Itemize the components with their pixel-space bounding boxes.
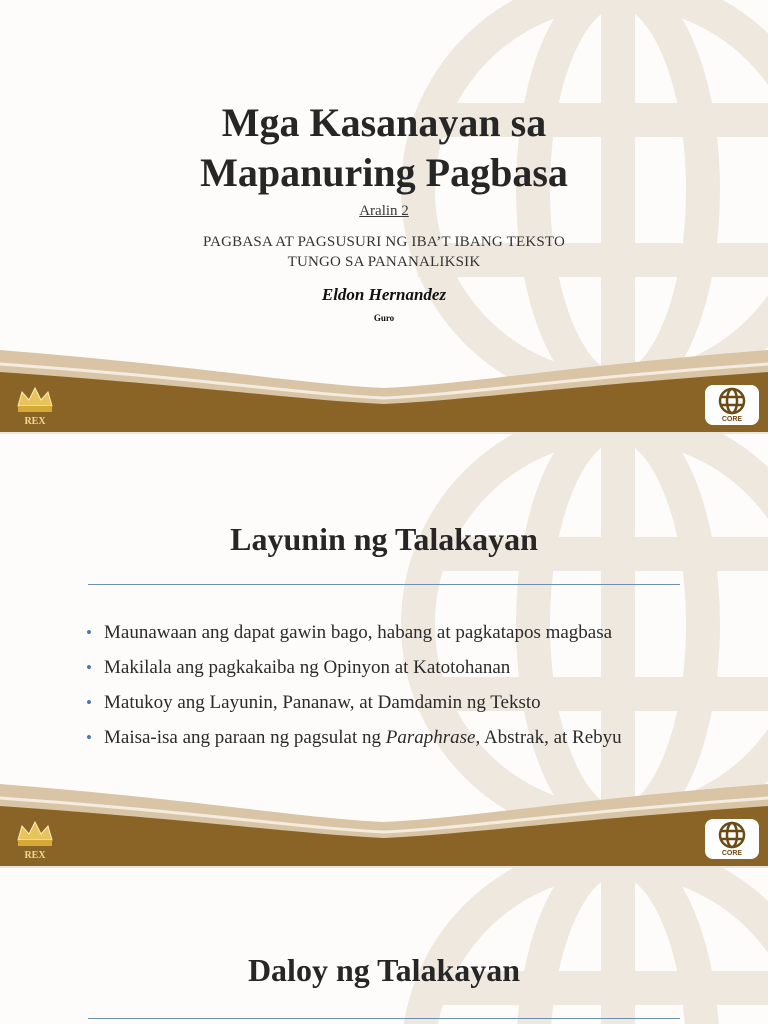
subtitle-line-2: TUNGO SA PANANALIKSIK: [287, 254, 481, 270]
list-item: • Matukoy ang Layunin, Pananaw, at Damdamin ng Teksto: [86, 692, 541, 713]
list-item: • Maisa-isa ang paraan ng pagsulat ng Paraphrase, Abstrak, at Rebyu: [86, 727, 622, 748]
crown-logo-icon: [12, 818, 58, 862]
core-logo: [705, 819, 759, 859]
crown-logo-text: REX: [24, 850, 46, 861]
title-underline: [88, 584, 680, 585]
crown-logo-text: REX: [24, 416, 46, 427]
list-item: • Makilala ang pagkakaiba ng Opinyon at Katotohanan: [86, 657, 511, 678]
subtitle-line-1: PAGBASA AT PAGSUSURI NG IBA’T IBANG TEKSTO: [202, 234, 566, 250]
globe-watermark-icon: [388, 868, 768, 1024]
list-item: • Maunawaan ang dapat gawin bago, habang at pagkatapos magbasa: [86, 622, 613, 643]
title-slide: [0, 0, 768, 432]
core-logo: [705, 385, 759, 425]
objectives-slide: [0, 434, 768, 866]
title-line-2: Mapanuring Pagbasa: [200, 150, 568, 195]
slide-title: Daloy ng Talakayan: [247, 952, 521, 988]
slide-title: Layunin ng Talakayan: [230, 521, 538, 557]
crown-logo-icon: [12, 384, 58, 428]
lesson-subtitle: [0, 232, 768, 272]
footer-band: [0, 784, 768, 866]
emphasis-text: Paraphrase: [385, 727, 476, 748]
agenda-slide: [0, 868, 768, 1024]
footer-band: [0, 350, 768, 432]
author-role: Guro: [373, 313, 395, 323]
lesson-label: Aralin 2: [359, 203, 409, 219]
author-name: Eldon Hernandez: [321, 285, 447, 304]
title-underline: [88, 1018, 680, 1019]
slide-title: [0, 98, 768, 198]
core-logo-text: CORE: [721, 850, 743, 857]
title-line-1: Mga Kasanayan sa: [221, 100, 547, 145]
objectives-list: [86, 620, 666, 760]
core-logo-text: CORE: [721, 416, 743, 423]
